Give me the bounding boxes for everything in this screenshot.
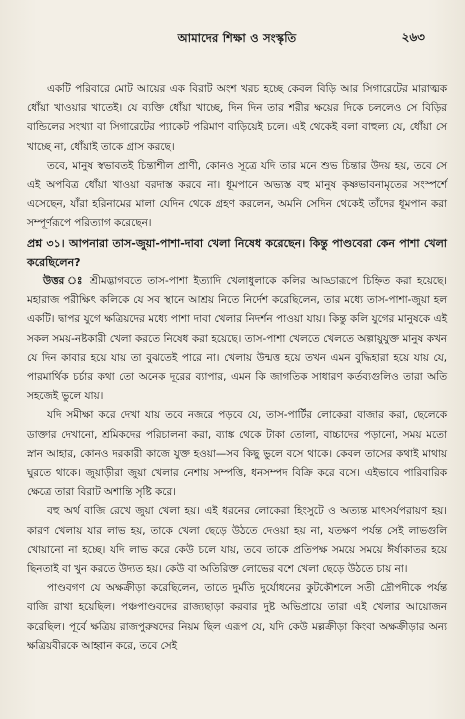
running-head: আমাদের শিক্ষা ও সংস্কৃতি [177, 31, 297, 45]
paragraph: তবে, মানুষ স্বভাবতই চিন্তাশীল প্রাণী, কোনও সূত্রে যদি তার মনে শুভ চিন্তার উদয় হয়, তবে সে এই অপবিত্র ধোঁয়া খাওয়া বরদাস্ত করবে না। ধূমপানে অভ্যস্ত বহু মানুষ কৃষ্ণভাবনামৃতের সংস্পর্শে এসেছেন, যাঁরা হরিনামের মালা যেদিন থেকে গ্রহণ করলেন, অমনি সেদিন থেকেই তাঁদের ধূমপান করা সম্পূর্ণরূপে পরিত্যাগ করেছেন। [27, 159, 447, 230]
question-heading: প্রশ্ন ৩১। আপনারা তাস-জুয়া-পাশা-দাবা খেলা নিষেধ করেছেন। কিন্তু পাণ্ডবেরা কেন পাশা খেলা করেছিলেন? [27, 236, 447, 269]
answer-label: উত্তর ঃ [43, 275, 85, 288]
page-number: ২৬৩ [401, 30, 425, 44]
answer-paragraph [27, 272, 447, 406]
page-header [27, 30, 447, 52]
paragraph: বহু অর্থ বাজি রেখে জুয়া খেলা হয়। এই ধরনের লোকেরা হিংসুটে ও অত্যন্ত মাৎসর্যপরায়ণ হয়। কারণ খেলায় যার লাভ হয়, তাকে খেলা ছেড়ে উঠতে দেওয়া হয় না, যতক্ষণ পর্যন্ত সেই লাভগুলি খোয়ানো না হচ্ছে। যদি লাভ করে কেউ চলে যায়, তবে তাকে প্রতিপক্ষ সময়ে সময়ে ঈর্ষাকাতর হয়ে ছিনতাই বা খুন করতে উদ্যত হয়। কেউ বা অতিরিক্ত লোভের বশে খেলা ছেড়ে উঠতে চায় না। [27, 505, 447, 576]
paragraph: একটি পরিবারে মোট আয়ের এক বিরাট অংশ খরচ হচ্ছে কেবল বিড়ি আর সিগারেটের মারাত্মক ধোঁয়া খাওয়ার খাতেই। যে ব্যক্তি ধোঁয়া খাচ্ছে, দিন দিন তার শরীর ক্ষয়ের দিকে চললেও সে বিড়ির বান্ডিলের সংখ্যা বা সিগারেটের প্যাকেট পরিমাণ বাড়িয়েই চলে। এই থেকেই বলা বাহুল্য যে, ধোঁয়া সে খাচ্ছে না, ধোঁয়াই তাকে গ্রাস করছে। [27, 83, 447, 153]
answer-text: শ্রীমদ্ভাগবতে তাস-পাশা ইত্যাদি খেলাধুলাকে কলির আড্ডারূপে চিহ্নিত করা হয়েছে। মহারাজ পরীক্ষিৎ কলিকে যে সব স্থানে আশ্রয় নিতে নির্দেশ করেছিলেন, তার মধ্যে তাস-পাশা-জুয়া হল একটি। দ্বাপর যুগে ক্ষত্রিয়দের মধ্যে পাশা দাবা খেলার নিদর্শন পাওয়া যায়। কিন্তু কলি যুগের মানুষকে এই সকল সময়-নষ্টকারী খেলা করতে নিষেধ করা হয়েছে। তাস-পাশা খেলতে খেলতে অল্পায়ুযুক্ত মানুষ কখন যে দিন কাবার হয়ে যায় তা বুঝতেই পারে না। খেলায় উন্মত্ত হয়ে তখন এমন বুদ্ধিহারা হয়ে যায় যে, পারমার্থিক চর্চার কথা তো অনেক দূরের ব্যাপার, এমন কি জাগতিক সাধারণ কর্তব্যগুলিও তারা অতি সহজেই ভুলে যায়। [27, 275, 447, 403]
paragraph: যদি সমীক্ষা করে দেখা যায় তবে নজরে পড়বে যে, তাস-পার্টির লোকেরা বাজার করা, ছেলেকে ডাক্তার দেখানো, শ্রমিকদের পরিচালনা করা, ব্যাঙ্ক থেকে টাকা তোলা, বাচ্চাদের পড়ানো, সময় মতো স্নান আহার, কোনও দরকারী কাজে যুক্ত হওয়া—সব কিছু ভুলে বসে থাকে। কেবল তাসের কথাই মাথায় ঘুরতে থাকে। জুয়াড়ীরা জুয়া খেলার নেশায় সম্পত্তি, ধনসম্পদ বিক্রি করে বসে। এইভাবে পারিবারিক ক্ষেত্রে তারা বিরাট অশান্তি সৃষ্টি করে। [27, 409, 447, 499]
page-body [27, 80, 447, 656]
paragraph: পাণ্ডবগণ যে অক্ষক্রীড়া করেছিলেন, তাতে দুর্মতি দুর্যোধনের কুটকৌশলে সতী দ্রৌপদীকে পর্যন্ত বাজি রাখা হয়েছিল। পঞ্চপাণ্ডবদের রাজ্যছাড়া করবার দুষ্ট অভিপ্রায়ে তারা এই খেলার আয়োজন করেছিল। পূর্বে ক্ষত্রিয় রাজপুরুষদের নিয়ম ছিল এরূপ যে, যদি কেউ মল্লক্রীড়া কিংবা অক্ষক্রীড়ার অন্য ক্ষত্রিয়বীরকে আহ্বান করে, তবে সেই [27, 582, 447, 652]
